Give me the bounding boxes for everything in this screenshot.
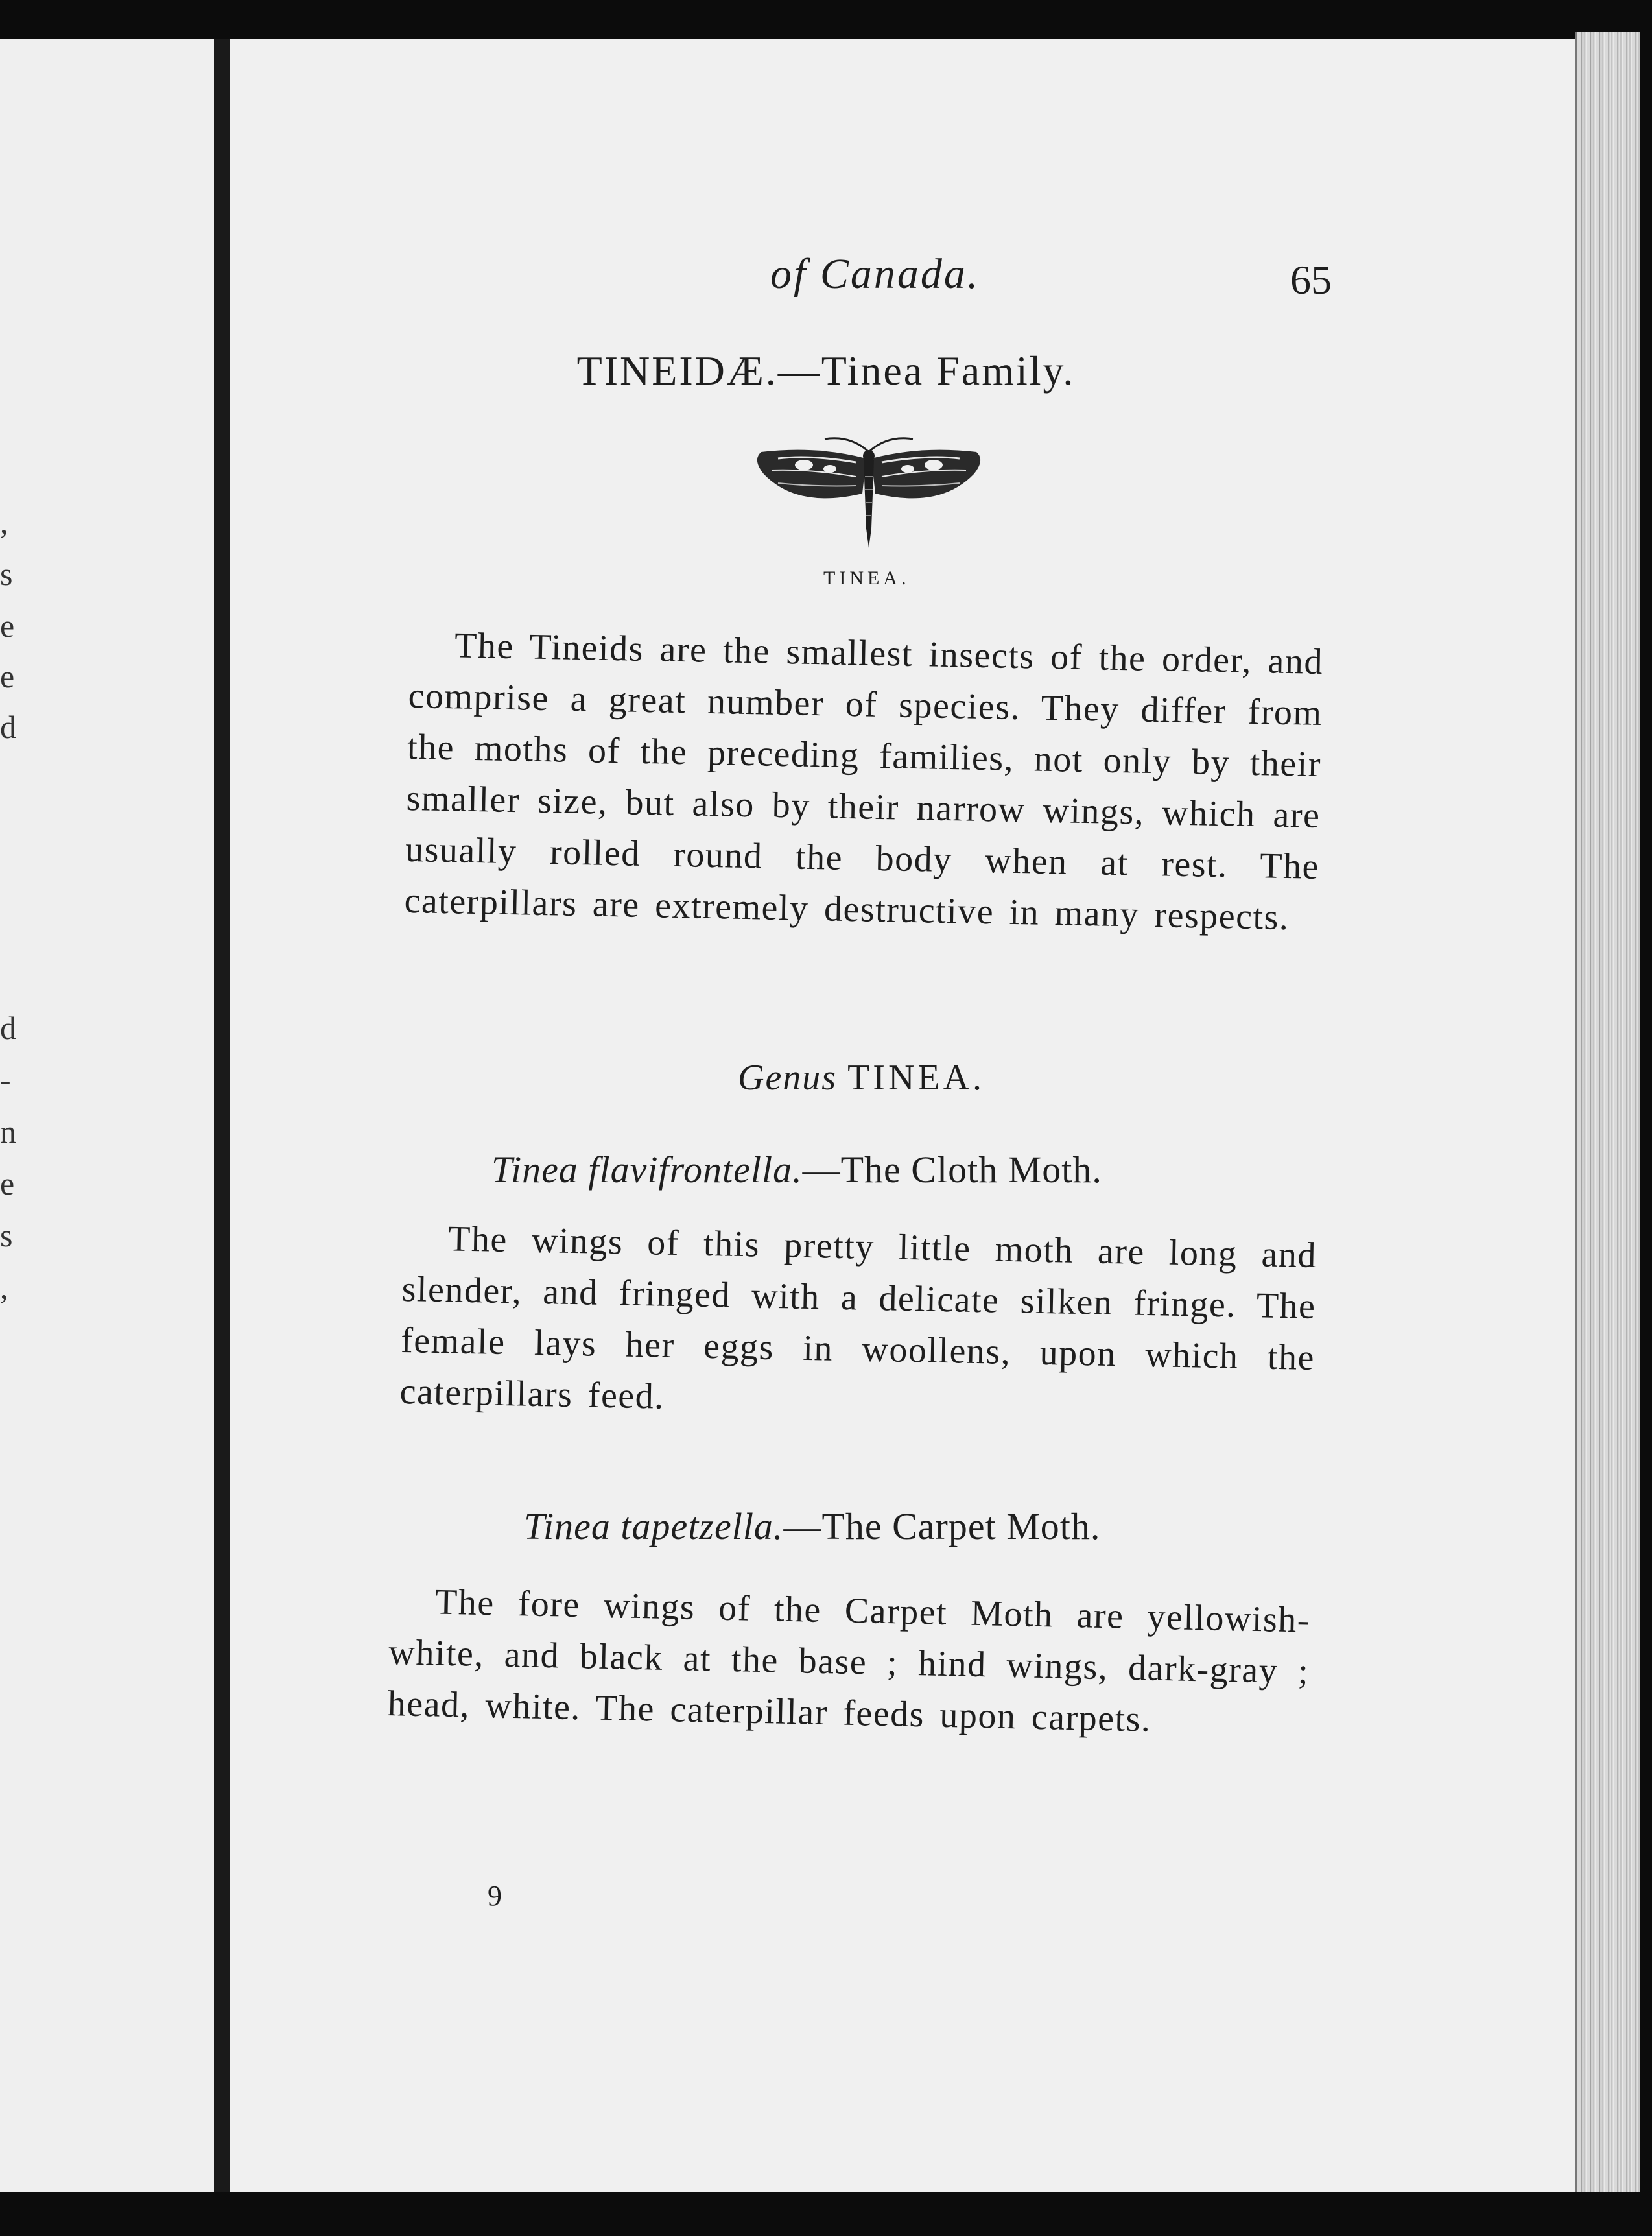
family-title: TINEIDÆ.—Tinea Family. [576, 348, 1076, 394]
left-page-fragment: e [0, 608, 15, 644]
species-heading [524, 1505, 1100, 1548]
left-page-fragment: s [0, 556, 13, 592]
scan-bottom-border [0, 2192, 1652, 2236]
intro-paragraph: The Tineids are the smallest insects of the order, and comprise a great number of species. They differ from the moths of the preceding families, not only by their smaller size, but also by their narrow wings, which are usually rolled round the body when at rest. The caterpillars are extremely destructive in many respects. [404, 625, 1324, 938]
species-description: The fore wings of the Carpet Moth are yellowish-white, and black at the base ; hind wings, dark-gray ; head, white. The caterpillar feeds upon carpets. [387, 1582, 1311, 1740]
left-page-fragment: s [0, 1217, 13, 1254]
left-page-fragment: , [0, 1269, 8, 1305]
species-common-name: —The Cloth Moth. [802, 1148, 1102, 1191]
species-heading [491, 1148, 1102, 1191]
genus-label: Genus [738, 1058, 838, 1098]
left-page-fragment: e [0, 1165, 15, 1202]
genus-name: TINEA. [847, 1058, 985, 1098]
moth-illustration-icon [752, 431, 985, 554]
page-number: 65 [1290, 257, 1332, 303]
figure-caption: TINEA. [823, 567, 910, 589]
species-latin-name: Tinea tapetzella. [524, 1505, 784, 1547]
species-description: The wings of this pretty little moth are long and slender, and fringed with a delicate silken fringe. The female lays her eggs in woollens, upon which the caterpillars feed. [399, 1219, 1317, 1417]
left-page-fragment: d [0, 1010, 16, 1046]
left-page-fragment: - [0, 1062, 11, 1098]
species-latin-name: Tinea flavifrontella. [491, 1148, 803, 1191]
species-common-name: —The Carpet Moth. [783, 1505, 1101, 1547]
signature-mark: 9 [488, 1880, 502, 1912]
left-page-fragment: d [0, 709, 16, 745]
left-page-fragment: e [0, 658, 15, 695]
left-page-fragment: n [0, 1113, 16, 1150]
genus-heading [738, 1057, 985, 1099]
scan-top-border [0, 0, 1652, 39]
left-page-fragment: , [0, 504, 8, 540]
running-header: of Canada. [770, 250, 980, 298]
